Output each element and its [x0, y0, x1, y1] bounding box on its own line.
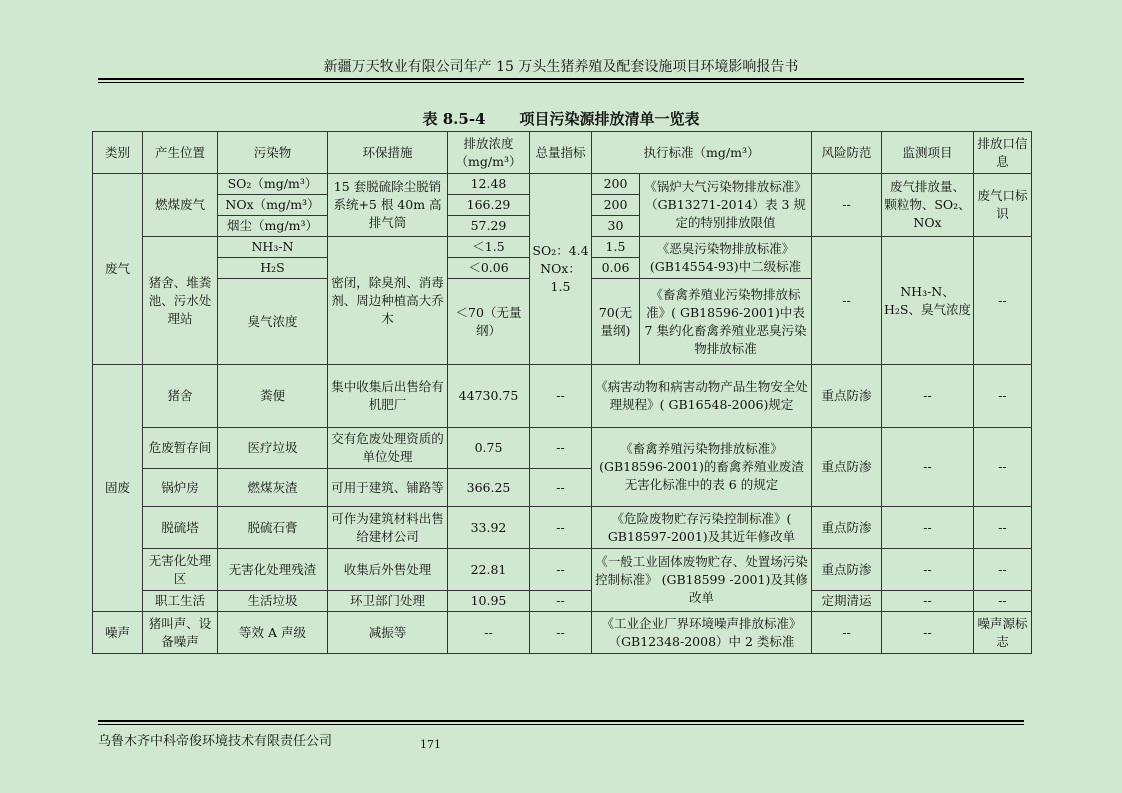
standard-cell: 《危险废物贮存污染控制标准》( GB18597-2001)及其近年修改单	[592, 507, 812, 549]
pollutant-cell: 等效 A 声级	[218, 612, 328, 654]
pollutant-cell: NH₃-N	[218, 237, 328, 258]
category-cell: 噪声	[93, 612, 143, 654]
pollutant-cell: SO₂（mg/m³）	[218, 174, 328, 195]
location-cell: 猪叫声、设备噪声	[143, 612, 218, 654]
measure-cell: 密闭，除臭剂、消毒剂、周边种植高大乔木	[328, 237, 448, 365]
concentration-cell: 22.81	[448, 549, 530, 591]
risk-cell: 定期清运	[812, 591, 882, 612]
table-row	[93, 428, 1032, 469]
total-cell: --	[530, 591, 592, 612]
page-number: 171	[420, 738, 441, 751]
concentration-cell: ＜70（无量纲）	[448, 279, 530, 365]
concentration-cell: 10.95	[448, 591, 530, 612]
limit-cell: 200	[592, 195, 640, 216]
page-header: 新疆万天牧业有限公司年产 15 万头生猪养殖及配套设施项目环境影响报告书	[323, 59, 799, 75]
measure-cell: 集中收集后出售给有机肥厂	[328, 365, 448, 428]
pollutant-cell: 粪便	[218, 365, 328, 428]
monitor-cell: 废气排放量、颗粒物、SO₂、NOx	[882, 174, 974, 237]
outlet-cell: --	[974, 237, 1032, 365]
monitor-cell: --	[882, 365, 974, 428]
table-row	[93, 174, 1032, 195]
outlet-cell: --	[974, 549, 1032, 591]
measure-cell: 环卫部门处理	[328, 591, 448, 612]
standard-cell: 《锅炉大气污染物排放标准》（GB13271-2014）表 3 规定的特别排放限值	[640, 174, 812, 237]
outlet-cell: 噪声源标志	[974, 612, 1032, 654]
pollutant-cell: 燃煤灰渣	[218, 469, 328, 507]
standard-cell: 《恶臭污染物排放标准》(GB14554-93)中二级标准	[640, 237, 812, 279]
risk-cell: 重点防渗	[812, 507, 882, 549]
monitor-cell: --	[882, 612, 974, 654]
header-row	[93, 132, 1032, 174]
concentration-cell: 44730.75	[448, 365, 530, 428]
concentration-cell: 57.29	[448, 216, 530, 237]
footer-rule-thin	[98, 724, 1024, 725]
monitor-cell: --	[882, 428, 974, 507]
pollutant-cell: 无害化处理残渣	[218, 549, 328, 591]
limit-cell: 0.06	[592, 258, 640, 279]
outlet-cell: --	[974, 591, 1032, 612]
limit-cell: 30	[592, 216, 640, 237]
total-cell: --	[530, 507, 592, 549]
header-rule	[98, 78, 1024, 80]
limit-cell: 1.5	[592, 237, 640, 258]
standard-cell: 《畜禽养殖业污染物排放标准》( GB18596-2001)中表 7 集约化畜禽养殖业恶臭污染物排放标准	[640, 279, 812, 365]
col-header-location: 产生位置	[143, 132, 218, 174]
location-cell: 脱硫塔	[143, 507, 218, 549]
header-rule-thin	[98, 82, 1024, 83]
concentration-cell: ＜0.06	[448, 258, 530, 279]
pollutant-cell: 烟尘（mg/m³）	[218, 216, 328, 237]
outlet-cell: --	[974, 428, 1032, 507]
col-header-monitor: 监测项目	[882, 132, 974, 174]
outlet-cell: --	[974, 507, 1032, 549]
table-row	[93, 549, 1032, 591]
measure-cell: 减振等	[328, 612, 448, 654]
measure-cell: 交有危废处理资质的单位处理	[328, 428, 448, 469]
concentration-cell: ＜1.5	[448, 237, 530, 258]
table-title: 项目污染源排放清单一览表	[519, 110, 700, 128]
location-cell: 职工生活	[143, 591, 218, 612]
limit-cell: 70(无量纲)	[592, 279, 640, 365]
category-cell: 固废	[93, 365, 143, 612]
col-header-standard: 执行标准（mg/m³）	[592, 132, 812, 174]
standard-cell: 《畜禽养殖污染物排放标准》(GB18596-2001)的畜禽养殖业废渣无害化标准中的表 6 的规定	[592, 428, 812, 507]
total-cell: --	[530, 549, 592, 591]
pollutant-cell: 臭气浓度	[218, 279, 328, 365]
standard-cell: 《病害动物和病害动物产品生物安全处理规程》( GB16548-2006)规定	[592, 365, 812, 428]
location-cell: 猪舍	[143, 365, 218, 428]
outlet-cell: --	[974, 365, 1032, 428]
risk-cell: --	[812, 174, 882, 237]
risk-cell: --	[812, 612, 882, 654]
concentration-cell: 0.75	[448, 428, 530, 469]
location-cell: 猪舍、堆粪池、污水处理站	[143, 237, 218, 365]
limit-cell: 200	[592, 174, 640, 195]
standard-cell: 《工业企业厂界环境噪声排放标准》（GB12348-2008）中 2 类标准	[592, 612, 812, 654]
outlet-cell: 废气口标识	[974, 174, 1032, 237]
table-row	[93, 507, 1032, 549]
col-header-measure: 环保措施	[328, 132, 448, 174]
table-row	[93, 365, 1032, 428]
total-cell: --	[530, 469, 592, 507]
location-cell: 无害化处理区	[143, 549, 218, 591]
total-cell: SO₂：4.4 NOx：1.5	[530, 174, 592, 365]
monitor-cell: NH₃-N、H₂S、臭气浓度	[882, 237, 974, 365]
measure-cell: 收集后外售处理	[328, 549, 448, 591]
pollutant-cell: NOx（mg/m³）	[218, 195, 328, 216]
table-number: 表 8.5-4	[422, 110, 486, 128]
total-cell: --	[530, 365, 592, 428]
pollution-source-table	[92, 131, 1032, 654]
monitor-cell: --	[882, 549, 974, 591]
location-cell: 燃煤废气	[143, 174, 218, 237]
footer-rule	[98, 720, 1024, 722]
total-cell: --	[530, 612, 592, 654]
pollutant-cell: 脱硫石膏	[218, 507, 328, 549]
monitor-cell: --	[882, 591, 974, 612]
concentration-cell: --	[448, 612, 530, 654]
risk-cell: 重点防渗	[812, 549, 882, 591]
standard-cell: 《一般工业固体废物贮存、处置场污染控制标准》 (GB18599 -2001)及其修改单	[592, 549, 812, 612]
total-cell: --	[530, 428, 592, 469]
risk-cell: 重点防渗	[812, 365, 882, 428]
table-row	[93, 591, 1032, 612]
concentration-cell: 33.92	[448, 507, 530, 549]
concentration-cell: 12.48	[448, 174, 530, 195]
pollutant-cell: 医疗垃圾	[218, 428, 328, 469]
pollutant-cell: H₂S	[218, 258, 328, 279]
col-header-concentration: 排放浓度（mg/m³）	[448, 132, 530, 174]
col-header-risk: 风险防范	[812, 132, 882, 174]
table-row	[93, 612, 1032, 654]
footer-company: 乌鲁木齐中科帝俊环境技术有限责任公司	[98, 734, 333, 749]
concentration-cell: 166.29	[448, 195, 530, 216]
col-header-total: 总量指标	[530, 132, 592, 174]
location-cell: 危废暂存间	[143, 428, 218, 469]
location-cell: 锅炉房	[143, 469, 218, 507]
monitor-cell: --	[882, 507, 974, 549]
risk-cell: --	[812, 237, 882, 365]
concentration-cell: 366.25	[448, 469, 530, 507]
measure-cell: 可作为建筑材料出售给建材公司	[328, 507, 448, 549]
col-header-outlet: 排放口信息	[974, 132, 1032, 174]
measure-cell: 15 套脱硫除尘脱销系统+5 根 40m 高排气筒	[328, 174, 448, 237]
pollutant-cell: 生活垃圾	[218, 591, 328, 612]
table-caption	[0, 108, 1122, 129]
measure-cell: 可用于建筑、铺路等	[328, 469, 448, 507]
col-header-category: 类别	[93, 132, 143, 174]
category-cell: 废气	[93, 174, 143, 365]
col-header-pollutant: 污染物	[218, 132, 328, 174]
risk-cell: 重点防渗	[812, 428, 882, 507]
